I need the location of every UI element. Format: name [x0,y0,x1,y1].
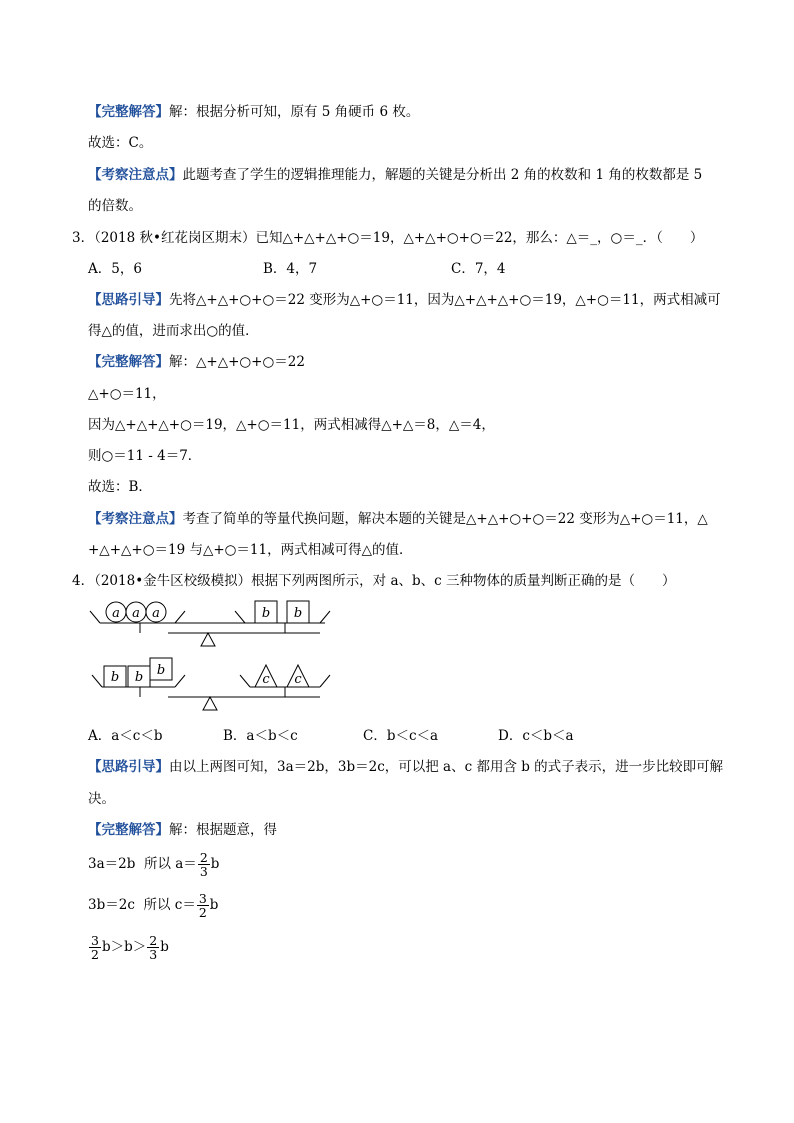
q3-hint-line-2: 得△的值，进而求出○的值． [88,323,259,339]
fraction-three-halves: $\frac{3}{2}$ [198,891,207,920]
section-tag-complete-answer: 【完整解答】 [88,104,169,120]
label-a-1: a [112,606,120,621]
equation-1: 3a＝2b 所以 a＝ $\frac{2}{3}$ b [88,850,220,879]
question-3-options [88,260,688,278]
q4-option-a: A．a＜c＜b [88,728,163,744]
fraction-two-thirds: $\frac{2}{3}$ [199,850,208,879]
label-b-bottom-2: b [134,670,144,685]
eq2-left: 3b＝2c [88,897,135,913]
q4-option-b: B．a＜b＜c [223,728,298,744]
answer-line [88,103,419,121]
eq2-mid: 所以 c＝ [143,897,196,913]
label-a-3: a [152,606,160,621]
question-4-stem: 4．（2018•金牛区校级模拟）根据下列两图所示，对 a、b、c 三种物体的质量判断正确的是（ ） [72,573,676,589]
q3-hint-line [88,291,721,309]
section-tag-note: 【考察注意点】 [88,511,183,527]
q4-hint-line-2: 决。 [88,791,115,807]
question-4-options [88,727,688,745]
section-tag-complete-answer: 【完整解答】 [88,822,169,838]
q3-answer-line-5: 故选：B． [88,479,152,495]
q4-option-d: D．c＜b＜a [498,728,574,744]
section-tag-note: 【考察注意点】 [88,167,183,183]
q4-answer-line [88,821,277,839]
q3-answer-line-4: 则○＝11 - 4＝7． [88,448,202,464]
fraction-two-thirds-2: $\frac{2}{3}$ [149,933,158,962]
label-c-2: c [294,672,302,687]
q3-option-c: C．7，4 [451,261,506,277]
balance-scale-figure [80,595,440,720]
label-b-bottom-1: b [110,670,120,685]
note-text: 考查了简单的等量代换问题，解决本题的关键是△+△+○+○＝22 变形为△+○＝11，△ [182,511,708,527]
answer-text: 解：△+△+○+○＝22 [169,354,305,370]
q3-option-a: A．5，6 [88,261,142,277]
eq1-left: 3a＝2b [88,856,136,872]
answer-text: 解：根据题意，得 [169,822,277,838]
note-line-2: 的倍数。 [88,198,142,214]
label-b-bottom-3: b [156,663,166,678]
label-b-top-2: b [293,606,303,621]
hint-text: 先将△+△+○+○＝22 变形为△+○＝11，因为△+△+△+○＝19，△+○＝11，两式相减可 [169,292,721,308]
hint-text: 由以上两图可知，3a＝2b，3b＝2c，可以把 a、c 都用含 b 的式子表示，进一步比较即可解 [169,759,724,775]
eq1-mid: 所以 a＝ [143,856,197,872]
q3-option-b: B．4，7 [263,261,318,277]
q3-note-line [88,510,708,528]
q4-hint-line [88,758,723,776]
label-b-top-1: b [261,606,271,621]
note-text: 此题考查了学生的逻辑推理能力，解题的关键是分析出 2 角的枚数和 1 角的枚数都是 5 [182,167,703,183]
section-tag-hint: 【思路引导】 [88,759,169,775]
equation-2: 3b＝2c 所以 c＝ $\frac{3}{2}$ b [88,891,219,920]
note-line [88,166,702,184]
label-a-2: a [132,606,140,621]
answer-text: 解：根据分析可知，原有 5 角硬币 6 枚。 [169,104,420,120]
fraction-three-halves-2: $\frac{3}{2}$ [91,933,99,962]
q3-answer-line-2: △+○＝11， [88,386,166,402]
section-tag-hint: 【思路引导】 [88,292,169,308]
q3-answer-line [88,353,305,371]
equation-3: $\frac{3}{2}$ b＞b＞ $\frac{2}{3}$ b [91,933,169,962]
q4-option-c: C．b＜c＜a [363,728,439,744]
choice-line: 故选：C。 [88,135,153,151]
label-c-1: c [262,672,270,687]
question-3-stem: 3．（2018 秋•红花岗区期末）已知△+△+△+○＝19，△+△+○+○＝22，那么：△＝_，○＝_．（ ） [72,230,704,246]
section-tag-complete-answer: 【完整解答】 [88,354,169,370]
q3-answer-line-3: 因为△+△+△+○＝19，△+○＝11，两式相减得△+△＝8，△＝4， [88,417,495,433]
q3-note-line-2: +△+△+○＝19 与△+○＝11，两式相减可得△的值． [88,542,413,558]
